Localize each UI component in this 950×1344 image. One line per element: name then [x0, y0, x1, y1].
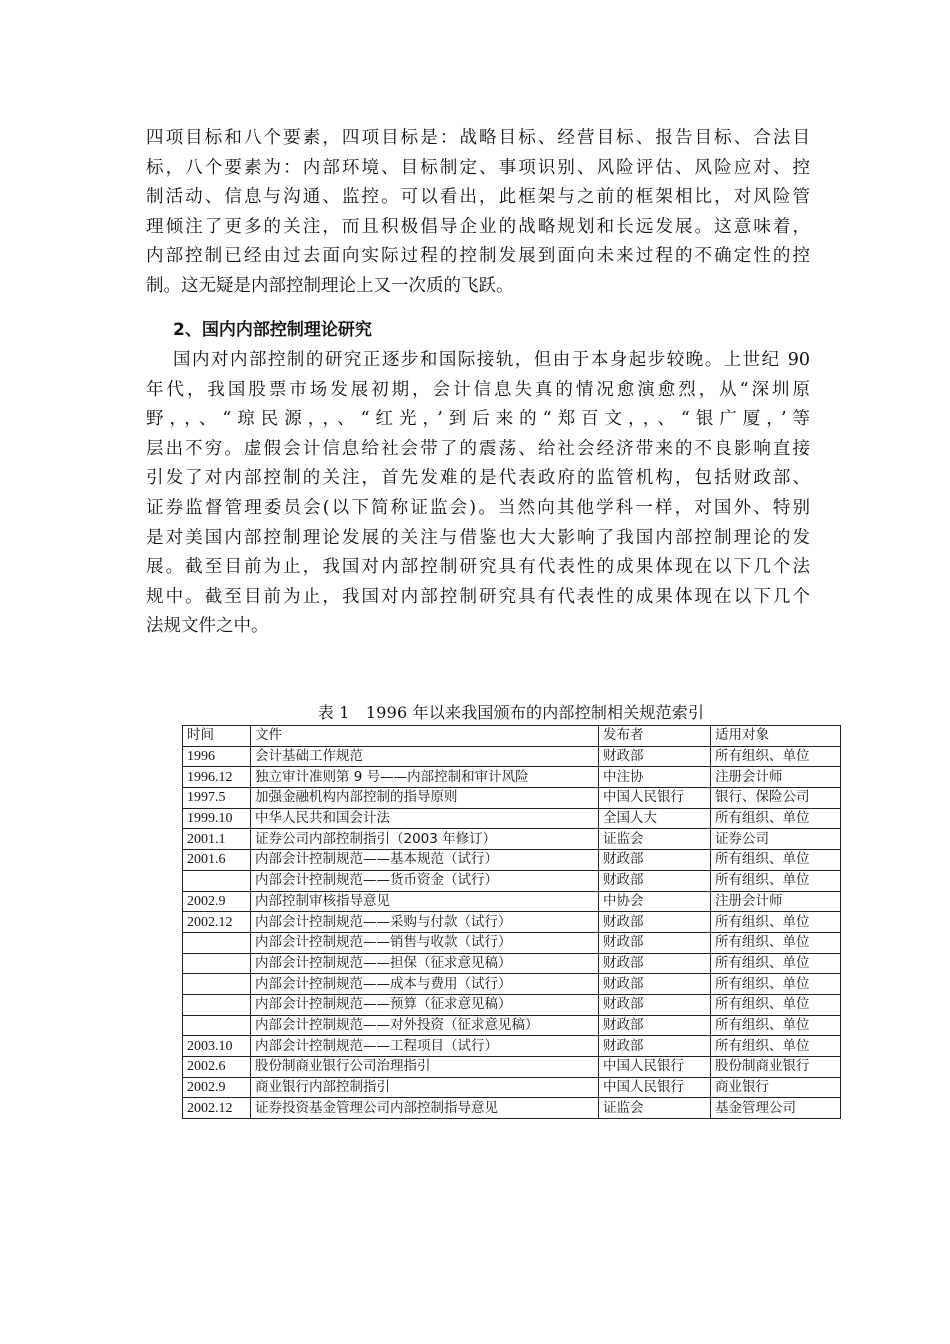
cell-issuer: 财政部: [599, 1015, 711, 1036]
table-row: [183, 767, 841, 788]
text-line: 规中。截至目前为止，我国对内部控制研究具有代表性的成果体现在以下几个: [146, 586, 810, 607]
cell-time: 2002.12: [183, 912, 251, 933]
cell-time: 2002.9: [183, 891, 251, 912]
cell-applicable-to: 注册会计师: [711, 767, 841, 788]
cell-document: 内部会计控制规范——对外投资（征求意见稿）: [251, 1015, 599, 1036]
text-line: 四项目标和八个要素，四项目标是：战略目标、经营目标、报告目标、合法目: [146, 128, 810, 148]
cell-issuer: 财政部: [599, 953, 711, 974]
text-line: 野，，、“琼民源，，、“红光，’到后来的“郑百文，，、“银广厦，’等: [146, 409, 810, 430]
cell-issuer: 财政部: [599, 974, 711, 995]
cell-document: 内部会计控制规范——货币资金（试行）: [251, 870, 599, 891]
cell-document: 内部会计控制规范——成本与费用（试行）: [251, 974, 599, 995]
text-line: 标，八个要素为：内部环境、目标制定、事项识别、风险评估、风险应对、控: [146, 157, 810, 178]
table-row: [183, 994, 841, 1015]
section-heading: 2、国内内部控制理论研究: [173, 320, 372, 340]
cell-document: 股份制商业银行公司治理指引: [251, 1057, 599, 1078]
cell-time: 2002.6: [183, 1057, 251, 1078]
cell-time: 1999.10: [183, 808, 251, 829]
cell-issuer: 财政部: [599, 870, 711, 891]
text-line: 证券监督管理委员会(以下简称证监会)。当然向其他学科一样，对国外、特别: [146, 497, 810, 518]
cell-applicable-to: 所有组织、单位: [711, 994, 841, 1015]
table-row: [183, 891, 841, 912]
cell-document: 内部控制审核指导意见: [251, 891, 599, 912]
table-row: [183, 788, 841, 809]
cell-time: [183, 870, 251, 891]
table-row: [183, 912, 841, 933]
cell-document: 中华人民共和国会计法: [251, 808, 599, 829]
text-line: 是对美国内部控制理论发展的关注与借鉴也大大影响了我国内部控制理论的发: [146, 527, 810, 548]
cell-applicable-to: 基金管理公司: [711, 1098, 841, 1119]
cell-issuer: 证监会: [599, 1098, 711, 1119]
text-line: 制。这无疑是内部控制理论上又一次质的飞跃。: [146, 275, 514, 296]
table-row: [183, 953, 841, 974]
text-line: 引发了对内部控制的关注，首先发难的是代表政府的监管机构，包括财政部、: [146, 468, 810, 489]
table-row: [183, 829, 841, 850]
cell-document: 内部会计控制规范——担保（征求意见稿）: [251, 953, 599, 974]
text-line: 国内对内部控制的研究正逐步和国际接轨，但由于本身起步较晚。上世纪 90: [173, 350, 810, 370]
text-line: 理倾注了更多的关注，而且积极倡导企业的战略规划和长远发展。这意味着，: [146, 216, 810, 237]
cell-time: 2002.12: [183, 1098, 251, 1119]
header-applicable-to: 适用对象: [711, 726, 841, 747]
cell-applicable-to: 所有组织、单位: [711, 1036, 841, 1057]
cell-issuer: 财政部: [599, 932, 711, 953]
cell-time: [183, 932, 251, 953]
text-line: 法规文件之中。: [146, 616, 269, 637]
table-row: [183, 1036, 841, 1057]
cell-document: 商业银行内部控制指引: [251, 1077, 599, 1098]
cell-issuer: 中国人民银行: [599, 1077, 711, 1098]
text-line: 层出不穷。虚假会计信息给社会带了的震荡、给社会经济带来的不良影响直接: [146, 438, 810, 459]
cell-time: [183, 1015, 251, 1036]
cell-time: [183, 994, 251, 1015]
cell-applicable-to: 所有组织、单位: [711, 746, 841, 767]
text-line: 年代，我国股票市场发展初期，会计信息失真的情况愈演愈烈，从“深圳原: [146, 379, 810, 400]
table-row: [183, 1057, 841, 1078]
cell-document: 内部会计控制规范——采购与付款（试行）: [251, 912, 599, 933]
cell-document: 证券公司内部控制指引（2003 年修订）: [251, 829, 599, 850]
cell-time: [183, 953, 251, 974]
table-row: [183, 746, 841, 767]
regulation-table: [182, 725, 841, 1119]
cell-time: 2001.6: [183, 850, 251, 871]
table-row: [183, 870, 841, 891]
cell-issuer: 中国人民银行: [599, 788, 711, 809]
cell-issuer: 中注协: [599, 767, 711, 788]
cell-applicable-to: 股份制商业银行: [711, 1057, 841, 1078]
cell-applicable-to: 所有组织、单位: [711, 1015, 841, 1036]
cell-document: 会计基础工作规范: [251, 746, 599, 767]
cell-applicable-to: 所有组织、单位: [711, 870, 841, 891]
table-row: [183, 1098, 841, 1119]
cell-applicable-to: 证券公司: [711, 829, 841, 850]
cell-document: 加强金融机构内部控制的指导原则: [251, 788, 599, 809]
table-row: [183, 974, 841, 995]
regulation-table-figure: [182, 701, 840, 1119]
table-row: [183, 1077, 841, 1098]
cell-time: [183, 974, 251, 995]
paragraph-domestic: [146, 346, 810, 642]
cell-applicable-to: 所有组织、单位: [711, 850, 841, 871]
cell-document: 内部会计控制规范——销售与收款（试行）: [251, 932, 599, 953]
header-document: 文件: [251, 726, 599, 747]
cell-time: 1997.5: [183, 788, 251, 809]
cell-time: 1996: [183, 746, 251, 767]
cell-time: 1996.12: [183, 767, 251, 788]
cell-applicable-to: 银行、保险公司: [711, 788, 841, 809]
table-row: [183, 1015, 841, 1036]
cell-document: 内部会计控制规范——工程项目（试行）: [251, 1036, 599, 1057]
table-row: [183, 808, 841, 829]
header-time: 时间: [183, 726, 251, 747]
text-line: 展。截至目前为止，我国对内部控制研究具有代表性的成果体现在以下几个法: [146, 557, 810, 578]
cell-document: 证券投资基金管理公司内部控制指导意见: [251, 1098, 599, 1119]
cell-applicable-to: 所有组织、单位: [711, 808, 841, 829]
table-row: [183, 932, 841, 953]
cell-time: 2001.1: [183, 829, 251, 850]
cell-applicable-to: 所有组织、单位: [711, 912, 841, 933]
cell-applicable-to: 商业银行: [711, 1077, 841, 1098]
cell-applicable-to: 所有组织、单位: [711, 953, 841, 974]
header-issuer: 发布者: [599, 726, 711, 747]
cell-issuer: 全国人大: [599, 808, 711, 829]
cell-time: 2003.10: [183, 1036, 251, 1057]
cell-document: 内部会计控制规范——预算（征求意见稿）: [251, 994, 599, 1015]
paragraph-intro: [146, 124, 810, 302]
table-header-row: [183, 726, 841, 747]
cell-issuer: 财政部: [599, 994, 711, 1015]
cell-document: 内部会计控制规范——基本规范（试行）: [251, 850, 599, 871]
cell-applicable-to: 注册会计师: [711, 891, 841, 912]
table-row: [183, 850, 841, 871]
table-caption: 表 1 1996 年以来我国颁布的内部控制相关规范索引: [317, 703, 705, 722]
text-line: 内部控制已经由过去面向实际过程的控制发展到面向未来过程的不确定性的控: [146, 246, 810, 267]
cell-applicable-to: 所有组织、单位: [711, 932, 841, 953]
cell-issuer: 财政部: [599, 850, 711, 871]
cell-issuer: 中协会: [599, 891, 711, 912]
cell-document: 独立审计准则第 9 号——内部控制和审计风险: [251, 767, 599, 788]
text-line: 制活动、信息与沟通、监控。可以看出，此框架与之前的框架相比，对风险管: [146, 187, 810, 208]
cell-issuer: 中国人民银行: [599, 1057, 711, 1078]
cell-issuer: 财政部: [599, 1036, 711, 1057]
cell-issuer: 财政部: [599, 746, 711, 767]
cell-issuer: 证监会: [599, 829, 711, 850]
cell-time: 2002.9: [183, 1077, 251, 1098]
cell-issuer: 财政部: [599, 912, 711, 933]
cell-applicable-to: 所有组织、单位: [711, 974, 841, 995]
